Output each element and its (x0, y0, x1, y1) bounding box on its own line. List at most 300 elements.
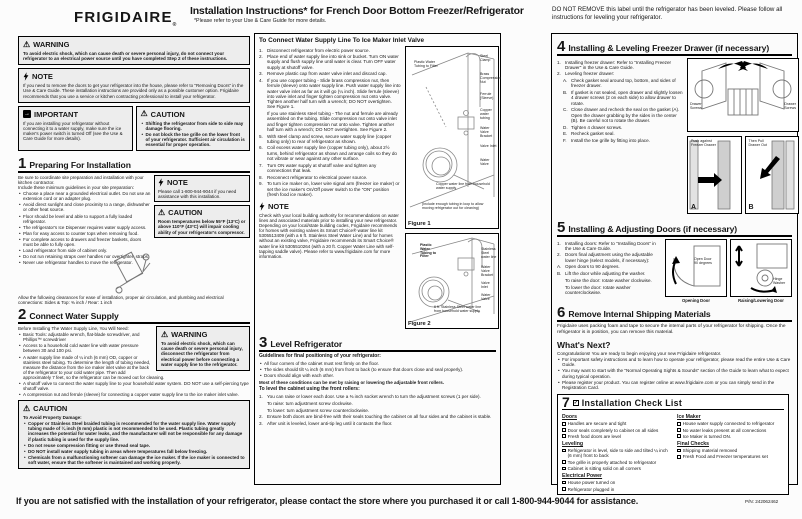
section4-substep (563, 131, 683, 136)
step-text: Reconnect refrigerator to electrical power source. (267, 174, 368, 180)
figure-b-letter: B (748, 204, 754, 211)
step-number: 1. (259, 47, 263, 53)
note-bolt-icon (23, 72, 29, 81)
caution-box-shifting (136, 106, 251, 151)
section4-title: Installing & Leveling Freezer Drawer (if necessary) (568, 43, 770, 53)
step-text: To turn ice maker on, lower wire signal arm (freezer ice maker) or set the ice maker's On/Off power switch to the "ON" position (fresh food ice maker). (267, 181, 400, 197)
section4-figures (687, 58, 799, 218)
important-arrow-icon: → (24, 111, 30, 118)
front-rollers-step (259, 408, 496, 413)
substep-text: If gasket is not sealed, open drawer and slightly loosen 4 drawer screws (2 on each side) to allow drawer to rotate. (571, 90, 683, 106)
checklist-items (562, 421, 669, 439)
checklist-items (562, 480, 669, 492)
water-line-step (259, 78, 401, 109)
substep-letter: A. (563, 78, 568, 84)
page-subtitle: *Please refer to your Use & Care Guide for more details. (194, 18, 327, 24)
warning-triangle-icon: ⚠ (161, 329, 169, 339)
line-number (557, 278, 563, 283)
checklist-group-leveling (562, 441, 669, 471)
push-drawer-figure (687, 136, 742, 214)
figure1-label: Water Valve Bracket (480, 126, 493, 138)
line-number: 2. (557, 252, 561, 258)
checklist-item-text: Shipping material removed (682, 448, 738, 454)
whats-next-item: • Please register your product. You can register online at www.frigidaire.com or you can simply send in the Registration Card. (557, 380, 792, 390)
checklist-group-header: Leveling (562, 441, 584, 448)
property-damage-item: • Copper or Stainless Steel braided tubing is recommended for the water supply line. Water supply tubing made of ¼ inch (6 mm) plastic is not recommended to be used. Plastic tubing greatly increases the potential for water leaks, and the manufacturer will not be responsible for any damage if plastic tubing is used for the supply line. (23, 421, 245, 441)
front-rollers-step (259, 421, 496, 426)
water-supply-need-item: • A shutoff valve to connect the water supply line to your household water system. DO NOT use a self-piercing type shutoff valve. (18, 381, 250, 391)
section4-steps-list (557, 60, 683, 77)
drawer-screws-label: Drawer Screws (690, 102, 702, 110)
step-number: 9. (259, 181, 263, 187)
section5-figures (665, 239, 792, 303)
checklist-items (562, 448, 669, 471)
warning-triangle-icon: ⚠ (140, 109, 148, 119)
figure1-caption: Figure 1 (408, 221, 431, 227)
figure2-label: Water Valve (481, 293, 491, 301)
section5-line (557, 278, 661, 283)
checklist-item (677, 434, 784, 439)
step-number: 3. (259, 71, 263, 77)
checklist-right-column (677, 412, 784, 492)
whats-next-list (557, 357, 792, 390)
drawer-leveling-figure (687, 58, 799, 132)
front-rollers-step (259, 394, 496, 399)
open-door-90-label: Open Door 90 degrees (694, 257, 712, 265)
water-line-step (259, 54, 401, 70)
step-text: After unit is leveled, lower anti-tip leg until it contacts the floor. (267, 421, 393, 427)
step-text: Turn ON water supply at shutoff valve and tighten any connections that leak. (267, 162, 377, 173)
substep-letter: D. (563, 124, 568, 130)
checkbox-icon (562, 428, 566, 432)
step-number: 3. (259, 421, 263, 427)
substep-text: Close drawer and recheck the seal on the gasket (A). Open the drawer grabbing by the sides in the center (B). Be careful not to rotate the drawer. (571, 107, 680, 123)
step-number (259, 401, 265, 406)
important-label: IMPORTANT (34, 109, 79, 119)
checklist-item-text: No water leaks present at all connections (682, 427, 767, 433)
section1-intro1: Be sure to coordinate site preparation and installation with your kitchen contractor. (18, 175, 144, 186)
water-line-step (259, 71, 401, 76)
line-text: Doors final adjustment using the adjustable lower hinge (select models, if necessary): (565, 252, 653, 263)
note-bolt-icon (158, 178, 164, 187)
checklist-item-text: Refrigerator plugged in (567, 486, 615, 492)
clearances-text: Allow the following clearances for ease of installation, proper air circulation, and plumbing and electrical connections: Sides & Top: ⅜ inch / Rear: 1 inch (18, 295, 224, 306)
line-number (557, 285, 563, 295)
substep-text: Recheck gasket seal. (571, 131, 615, 137)
site-prep-item: • Plan for easy access to counter tops when removing food. (18, 231, 250, 236)
opening-door-caption: Opening Door (682, 298, 710, 303)
front-rollers-step (259, 414, 496, 419)
front-rollers-step (259, 401, 496, 406)
step-text: If you use copper tubing - Slide brass compression nut, then ferrule (sleeve) onto water supply line. Push water supply line into water valve inlet as far as it will go (¼ inch). Slide ferrule (sleeve) into valve inlet and finger tighten compression nut onto valve. Tighten another half turn with a wrench; DO NOT overtighten. See Figure 1. (267, 78, 401, 110)
whats-next-intro: Congratulations! You are ready to begin enjoying your new Frigidaire refrigerator. (557, 350, 722, 356)
checklist-items (677, 448, 784, 460)
push-drawer-illustration (688, 137, 738, 213)
figure1-label: Copper water line from household water supply (436, 182, 490, 190)
site-prep-item: • Choose a place near a grounded electrical outlet. Do not use an extension cord or an adapter plug. (18, 191, 250, 201)
section6-title: Remove Internal Shipping Materials (568, 309, 711, 319)
line-number: A. (557, 264, 562, 270)
opening-door-figure (665, 239, 727, 303)
section2-intro: Before Installing The Water Supply Line, You Will Need: (18, 326, 129, 332)
section1-body (18, 175, 250, 293)
pull-drawer-label: Then Pull Drawer Out (748, 139, 767, 147)
caution-box-property-damage (18, 400, 250, 469)
water-line-step (259, 145, 401, 161)
step-number: 8. (259, 174, 263, 180)
figure2-label: Water Valve Bracket (481, 265, 494, 277)
step-number: 7. (259, 162, 263, 168)
figure2 (405, 233, 499, 329)
leveling-guideline-item: • The sides should tilt ¼ inch (6 mm) from front to back (to ensure that doors close and seal properly). (259, 367, 496, 372)
site-prep-item: • Floor should be level and able to support a fully loaded refrigerator. (18, 214, 250, 224)
step-text: Coil excess water supply line (copper tubing only), about 2½ turns, behind refrigerator as shown and arrange coils so they do not vibrate or wear against any other surface. (267, 145, 397, 161)
checklist-group-final-checks (677, 441, 784, 460)
hinge-washer-label: Hinge Washer (773, 277, 786, 285)
hand-truck-illustration (112, 249, 154, 295)
front-rollers-subtitle: To level the cabinet using the front rollers: (259, 385, 360, 392)
section1-heading (18, 155, 250, 173)
note-call-text: Please call 1-800-944-9044 if you need assistance with this installation. (158, 189, 237, 200)
step-text: You can raise or lower each door. Use a ⅜ inch socket wrench to turn the adjustment screws (1 per side). (267, 394, 481, 400)
warning-box-electric-shock (18, 36, 250, 65)
section2-body (18, 326, 250, 397)
figure-a-letter: A (691, 204, 697, 211)
figure1-label: Steel Clamp (480, 54, 491, 62)
section4-substeps-list (563, 78, 683, 143)
caution-label: CAUTION (150, 109, 185, 119)
checklist-left-column (562, 412, 669, 492)
figure1 (405, 46, 502, 229)
section3-heading (259, 334, 496, 352)
registered-mark-icon: ® (172, 22, 178, 28)
section6-number: 6 (557, 304, 566, 321)
frigidaire-logo (74, 9, 178, 28)
footer-assistance-line: If you are not satisfied with the installation of your refrigerator, please contact the store where you purchased it or call 1-800-944-9044 for assistance. (16, 496, 639, 506)
building-authority-note-heading (259, 202, 401, 211)
section3-title: Level Refrigerator (270, 339, 343, 349)
part-number: P/N: 242062462 (745, 499, 779, 504)
water-line-step (259, 175, 401, 180)
pull-drawer-illustration (746, 137, 796, 213)
checklist-item (677, 421, 784, 426)
section1-intro2: Include these minimum guidelines in your site preparation: (18, 185, 135, 191)
front-rollers-steps-list (259, 394, 496, 426)
drawer-leveling-illustration (688, 59, 798, 131)
checklist-item-text: Toe grille is properly attached to refrigerator (567, 459, 657, 465)
substep-text: Tighten 4 drawer screws. (571, 124, 623, 130)
checkbox-icon (562, 434, 566, 438)
whats-next-title: What's Next? (557, 339, 611, 350)
section1-number: 1 (18, 155, 27, 173)
warning-label: WARNING (171, 330, 208, 340)
substep-text: Install the toe grille by fitting into place. (571, 138, 650, 144)
section5-number: 5 (557, 219, 566, 236)
section1-title: Preparing For Installation (29, 160, 131, 171)
checklist-item (562, 480, 669, 485)
building-authority-note-text: Check with your local building authority for recommendations on water lines and associated materials prior to installing your new refrigerator. Depending on your local/state building codes, Frigidaire recommends for homes with existing valves its Smart Choice® water line kit 5305513409 (with a 6 ft. Stainless Steel Water Line) and for homes without an existing valve, Frigidaire recommends its Smart Choice® water line kit 5305510264 (with a 20 ft. Copper Water Line with self-tapping saddle valve). Please refer to www.frigidaire.com for more information. (259, 213, 399, 259)
water-line-step (259, 48, 401, 53)
page-title: Installation Instructions* for French Door Bottom Freezer/Refrigerator (190, 5, 524, 17)
checkbox-icon (677, 455, 681, 459)
drawer-screws-label: Drawer Screws (784, 102, 796, 110)
raising-door-caption: Raising/Lowering Door (738, 298, 784, 303)
leveling-guideline-item: • Doors should align with each other. (259, 373, 496, 378)
step-number: 2. (259, 414, 263, 420)
checklist-group-electrical-power (562, 473, 669, 492)
substep-letter: E. (563, 131, 568, 137)
warning-triangle-icon: ⚠ (158, 207, 166, 217)
step-text: Place end of water supply line into sink or bucket. Turn ON water supply and flush supply line until water is clear. Turn OFF water supply at shutoff valve. (267, 54, 399, 70)
section7-title: Installation Check List (581, 397, 683, 408)
line-text: Lift the door while adjusting the washer. (565, 271, 646, 277)
water-line-header: To Connect Water Supply Line To Ice Maker Inlet Valve (259, 37, 425, 44)
leveling-guidelines-list (259, 361, 496, 378)
figure2-label: Stainless Steel water line (481, 247, 497, 259)
do-not-remove-note: DO NOT REMOVE this label until the refrigerator has been leveled. Please follow all instructions for leveling your refrigerator. (552, 6, 783, 22)
checklist-group-header: Doors (562, 414, 577, 421)
water-line-steps-list (259, 48, 401, 198)
left-column (18, 36, 250, 488)
water-line-step (259, 163, 401, 173)
step-text: To lower: turn adjustment screw counterclockwise. (267, 407, 370, 413)
checkbox-icon (562, 460, 566, 464)
push-drawer-label: Push against Freezer Drawer (691, 139, 716, 147)
section4-substep (563, 90, 683, 106)
line-text: To raise the door: rotate washer clockwise. (565, 277, 652, 283)
raising-door-figure (730, 239, 792, 303)
section4-number: 4 (557, 38, 566, 55)
step-text: Ensure both doors are bind-free with their seals touching the cabinet on all four sides and the cabinet is stable. (267, 414, 492, 420)
whats-next-item: • You may want to start with the "Normal Operating Sights & Sounds" section of the Guide to learn what to expect during typical operation. (557, 368, 792, 378)
figure2-label: 6 ft. Stainless Steel water line from household water supply (434, 305, 482, 313)
checklist-group-header: Ice Maker (677, 414, 701, 421)
substep-letter: B. (563, 90, 568, 96)
substep-letter: C. (563, 107, 568, 113)
checklist-item-text: Refrigerator is level, side to side and tilted ¼ inch (6 mm) front to back (567, 448, 668, 459)
caution-label: CAUTION (168, 208, 203, 218)
warning-label: WARNING (33, 40, 70, 49)
section4-heading (557, 38, 792, 56)
step-text: Disconnect refrigerator from electric power source. (267, 47, 370, 53)
water-supply-need-item: • A compression nut and ferrule (sleeve) for connecting a copper water supply line to the ice maker inlet valve. (18, 392, 250, 397)
checklist-item (677, 448, 784, 453)
section5-heading (557, 219, 792, 237)
checklist-item-text: Door seals completely to cabinet on all sides (567, 427, 659, 433)
checklist-items (677, 421, 784, 439)
section2-number: 2 (18, 306, 27, 324)
caution-item: • Do not block the toe grille on the lower front of your refrigerator. Sufficient air circulation is essential for proper operation. (141, 132, 246, 147)
step-text: If you use stainless steel tubing - The nut and ferrule are already assembled on the tubing. Slide compression nut onto valve inlet and finger tighten compression nut onto valve. Tighten another half turn with a wrench; DO NOT overtighten. See Figure 2. (267, 111, 398, 132)
checklist-group-ice-maker (677, 414, 784, 439)
shipping-materials-text: Frigidaire uses packing foam and tape to secure the internal parts of your refrigerator for shipping. Once the refrigerator is in position, you can remove this material. (557, 324, 786, 335)
step-number: 1. (557, 59, 561, 65)
push-pull-figures (687, 136, 799, 218)
section4-step (557, 71, 683, 76)
warning-disconnect-text: To avoid electric shock, which can cause death or severe personal injury, disconnect the refrigerator from electrical power before connecting a water supply line to the refrigerator. (161, 341, 243, 367)
important-box (18, 106, 133, 151)
checklist-item-text: House power turned on (567, 480, 616, 486)
warning-text: To avoid electric shock, which can cause death or severe personal injury, do not connect your refrigerator to an electrical power source until you have completed Step 2 of these instructions. (23, 51, 228, 62)
checkbox-icon (562, 422, 566, 426)
section5-lines-list (557, 241, 661, 296)
site-prep-item: • For complete access to drawers and freezer baskets, doors must be able to fully open. (18, 237, 250, 247)
substep-text: Check gasket seal around top, bottom, and sides of freezer drawer. (571, 78, 676, 89)
caution-room-temp-text: Room temperatures below 55°F (13°C) or above 110°F (43°C) will impair cooling ability of your refrigerator's compressor. (158, 219, 246, 235)
water-line-connection-box (254, 33, 501, 485)
section7-number: 7 (562, 394, 570, 411)
figure1-label: Ferrule (Sleeve) (480, 92, 494, 100)
warning-triangle-icon: ⚠ (23, 39, 31, 49)
site-prep-item: • Never use refrigerator handles to move the refrigerator. (18, 260, 250, 265)
property-damage-item: • Chemicals from a malfunctioning softener can damage the ice maker. If the ice maker is connected to soft water, ensure that the softener is maintained and working properly. (23, 455, 245, 465)
figure1-label: Valve Inlet (480, 144, 497, 148)
step-number: 2. (259, 54, 263, 60)
step-text: Installing freezer drawer: Refer to "Installing Freezer Drawer" in the Use & Care Guide. (565, 59, 672, 70)
caution-label: CAUTION (33, 404, 68, 414)
section4-substep (563, 78, 683, 88)
checklist-item-text: Handles are secure and tight (567, 421, 627, 427)
line-text: Installing doors: Refer to "Installing Doors" in the Use & Care Guide. (565, 240, 656, 251)
checklist-item (562, 421, 669, 426)
line-text: Open doors to 90 degrees. (565, 264, 620, 270)
checklist-item-text: Fresh Food and Freezer temperatures set (682, 454, 768, 460)
checklist-item (677, 428, 784, 433)
section6-heading (557, 304, 792, 322)
section5-line (557, 285, 661, 295)
section4-step (557, 60, 683, 70)
water-supply-need-item: • A water supply line made of ¼ inch (6 mm) OD, copper or stainless steel tubing. To determine the length of tubing needed, measure the distance from the ice maker inlet valve at the back of the refrigerator to your cold water pipe. Then add approximately 7 feet, so the refrigerator can be moved out for cleaning. (18, 355, 250, 380)
water-line-step (259, 111, 401, 132)
figure1-label: Plastic Water Tubing to Filter (414, 60, 438, 68)
section4-substep (563, 107, 683, 123)
figure2-label: Plastic Water Tubing to Filter (420, 243, 437, 259)
section2-title: Connect Water Supply (29, 311, 119, 322)
checkbox-icon (562, 481, 566, 485)
title-block (190, 5, 560, 24)
step-number: 5. (259, 133, 263, 139)
line-text: To lower the door: rotate washer counterclockwise. (565, 284, 631, 295)
step-number (259, 408, 265, 413)
section5-line (557, 241, 661, 251)
note-text: If you need to remove the doors to get your refrigerator into the house, please refer to "Removing Doors" in the Use & Care Guide. These installation instructions are provided only as a possible customer option. Frigidaire recommends that you use a service or kitchen contracting professional to install your refrigerator. (23, 83, 244, 99)
site-prep-item: • The refrigerator's Ice Dispenser requires water supply access. (18, 225, 250, 230)
checkbox-icon (677, 434, 681, 438)
site-prep-item: • Load refrigerator from side of cabinet only. (18, 248, 250, 253)
water-line-step (259, 134, 401, 144)
checklist-item (562, 460, 669, 465)
checklist-item (562, 448, 669, 459)
checkbox-icon (562, 487, 566, 491)
note-box-removing-doors (18, 68, 250, 102)
figure2-caption: Figure 2 (408, 321, 431, 327)
note-label: NOTE (32, 72, 53, 82)
checklist-item (562, 428, 669, 433)
checked-box-icon: ✓ (573, 399, 578, 406)
right-column-box (551, 33, 798, 492)
step-text: Leveling freezer drawer: (565, 71, 615, 77)
step-text: To raise: turn adjustment screw clockwise. (267, 400, 353, 406)
checkbox-icon (562, 467, 566, 471)
checklist-group-header: Final Checks (677, 441, 710, 448)
checkbox-icon (562, 449, 566, 453)
whats-next-item: • For important safety instructions and to learn how to operate your refrigerator, please read the entire Use & Care Guide. (557, 357, 792, 367)
checkbox-icon (677, 449, 681, 453)
figure2-label: Valve Inlet (481, 281, 490, 289)
checklist-group-doors (562, 414, 669, 439)
checklist-item (677, 454, 784, 459)
figure1-label: Brass Compression Nut (480, 72, 502, 84)
note-bolt-icon (259, 202, 265, 211)
checklist-item-text: Fresh food doors are level (567, 433, 621, 439)
checklist-item-text: Cabinet is sitting solid on all corners (567, 466, 641, 471)
section5-line (557, 264, 661, 269)
water-supply-need-item: • Access to a household cold water line with water pressure between 30 and 100 psi. (18, 343, 250, 353)
important-caution-row (18, 106, 250, 154)
raising-door-illustration (731, 240, 791, 296)
warning-triangle-icon: ⚠ (23, 403, 31, 413)
figure1-label: Copper water tubing (480, 108, 492, 120)
leveling-guideline-item: • All four corners of the cabinet must rest firmly on the floor. (259, 361, 496, 366)
checklist-item (562, 466, 669, 471)
step-number (259, 111, 265, 132)
step-text: Remove plastic cap from water valve inlet and discard cap. (267, 71, 387, 77)
important-text: If you are installing your refrigerator without connecting it to a water supply, make sure the ice maker's power switch is turned Off (see the Use & Care Guide for more details). (23, 120, 123, 141)
section5-line (557, 252, 661, 262)
checkbox-icon (677, 422, 681, 426)
site-prep-item: • Avoid direct sunlight and close proximity to a range, dishwasher or other heat source. (18, 202, 250, 212)
step-number: 4. (259, 78, 263, 84)
property-damage-list (23, 421, 245, 465)
step-number: 2. (557, 71, 561, 77)
figure1-label: Water Valve (480, 158, 490, 166)
checklist-item-text: House water supply connected to refrigerator (682, 421, 775, 427)
checkbox-icon (677, 428, 681, 432)
leveling-note-line: Most of these conditions can be met by raising or lowering the adjustable front rollers. (259, 379, 445, 385)
site-prep-item: • Do not run retaining straps over handles nor overtighten straps. (18, 254, 250, 259)
logo-text: FRIGIDAIRE (74, 9, 173, 26)
line-number: 1. (557, 240, 561, 246)
substep-letter: F. (563, 138, 567, 144)
figure1-label: (Include enough tubing in loop to allow moving refrigerator out for cleaning) (422, 202, 484, 210)
section5-line (557, 271, 661, 276)
section2-heading (18, 306, 250, 324)
opening-door-illustration (666, 240, 726, 296)
line-number: B. (557, 271, 562, 277)
section7-heading (562, 394, 784, 411)
property-damage-item: • Do not reuse compression fitting or use thread seal tape. (23, 443, 245, 448)
section5-title: Installing & Adjusting Doors (if necessary) (568, 224, 738, 234)
installation-checklist-box (557, 394, 789, 495)
section4-body (557, 58, 796, 218)
step-number: 6. (259, 145, 263, 151)
section5-text (557, 239, 661, 303)
checklist-group-header: Electrical Power (562, 473, 603, 480)
section4-text (557, 58, 683, 218)
caution-item: • Shifting the refrigerator from side to side may damage flooring. (141, 121, 246, 131)
section4-substep (563, 125, 683, 130)
section4-substep (563, 138, 683, 143)
step-number: 1. (259, 394, 263, 400)
note-label: NOTE (167, 178, 188, 188)
water-line-steps-column (259, 46, 401, 333)
property-damage-item: • DO NOT install water supply tubing in areas where temperatures fall below freezing. (23, 449, 245, 454)
section5-body (557, 239, 792, 303)
pull-drawer-figure (745, 136, 800, 214)
checklist-item-text: Ice Maker is turned ON. (682, 433, 732, 439)
water-supply-need-item: • Basic Tools: adjustable wrench, flat-blade screwdriver, and Phillips™ screwdriver (18, 332, 250, 342)
water-line-step (259, 181, 401, 197)
